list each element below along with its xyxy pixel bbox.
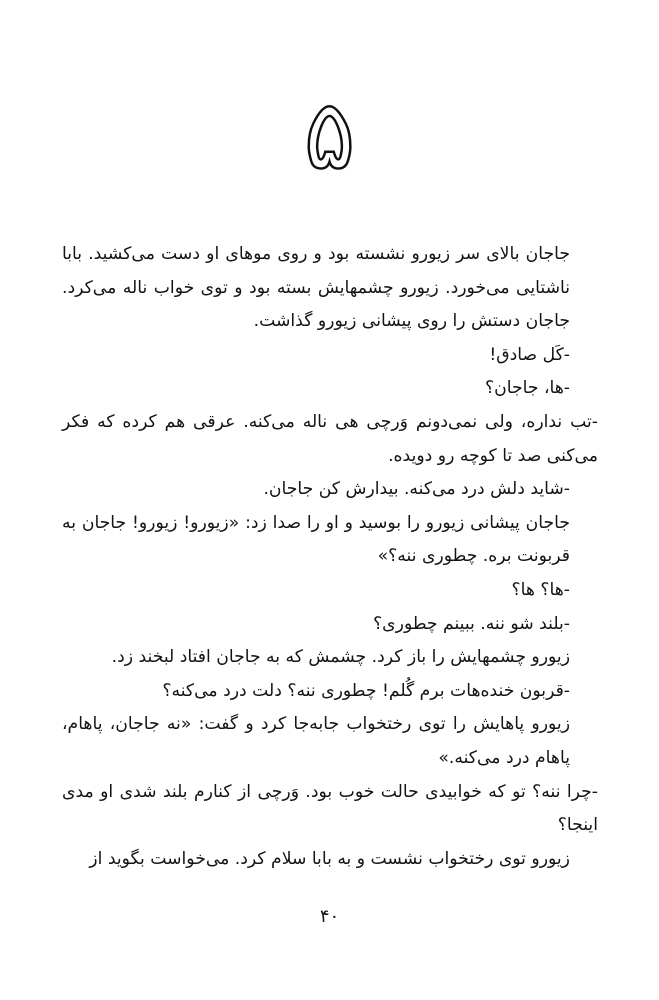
dialogue-line: -ها، جاجان؟ [485,378,570,399]
dialogue-line: -قربون خنده‌هات برم گُلم! چطوری ننه؟ دلت درد می‌کنه؟ [162,680,570,701]
paragraph: زیورو توی رختخواب نشست و به بابا سلام کرد. می‌خواست بگوید از [89,848,570,869]
dialogue-line: -ها؟ ها؟ [511,579,570,600]
paragraph: زیورو چشمهایش را باز کرد. چشمش که به جاجان افتاد لبخند زد. [111,647,570,668]
dialogue-line: -چرا ننه؟ تو که خوابیدی حالت خوب بود. وَرچی از کنارم بلند شدی او مدی اینجا؟ [62,781,598,836]
chapter-body [62,238,598,876]
dialogue-line: -شاید دلش درد می‌کنه. بیدارش کن جاجان. [263,479,570,500]
paragraph: زیورو پاهایش را توی رختخواب جابه‌جا کرد و گفت: «نه جاجان، پاهام، پاهام درد می‌کنه.» [62,714,570,768]
dialogue-line: -تب نداره، ولی نمی‌دونم وَرچی هی ناله می‌کنه. عرقی هم کرده که فکر می‌کنی صد تا کوچه رو دویده. [62,411,598,466]
page-number: ۴۰ [319,906,340,927]
dialogue-line: -بلند شو ننه. ببینم چطوری؟ [373,613,570,634]
chapter-number: ۵ [303,79,356,191]
paragraph: جاجان پیشانی زیورو را بوسید و او را صدا زد: «زیورو! زیورو! جاجان به قربونت بره. چطوری ننه؟» [62,512,570,567]
paragraph: جاجان بالای سر زیورو نشسته بود و روی موهای او دست می‌کشید. بابا ناشتایی می‌خورد. زیورو چشمهایش بسته بود و توی خواب ناله می‌کرد. جاجان دستش را روی پیشانی زیورو گذاشت. [62,244,570,332]
dialogue-line: -کَل صادق! [489,344,570,365]
